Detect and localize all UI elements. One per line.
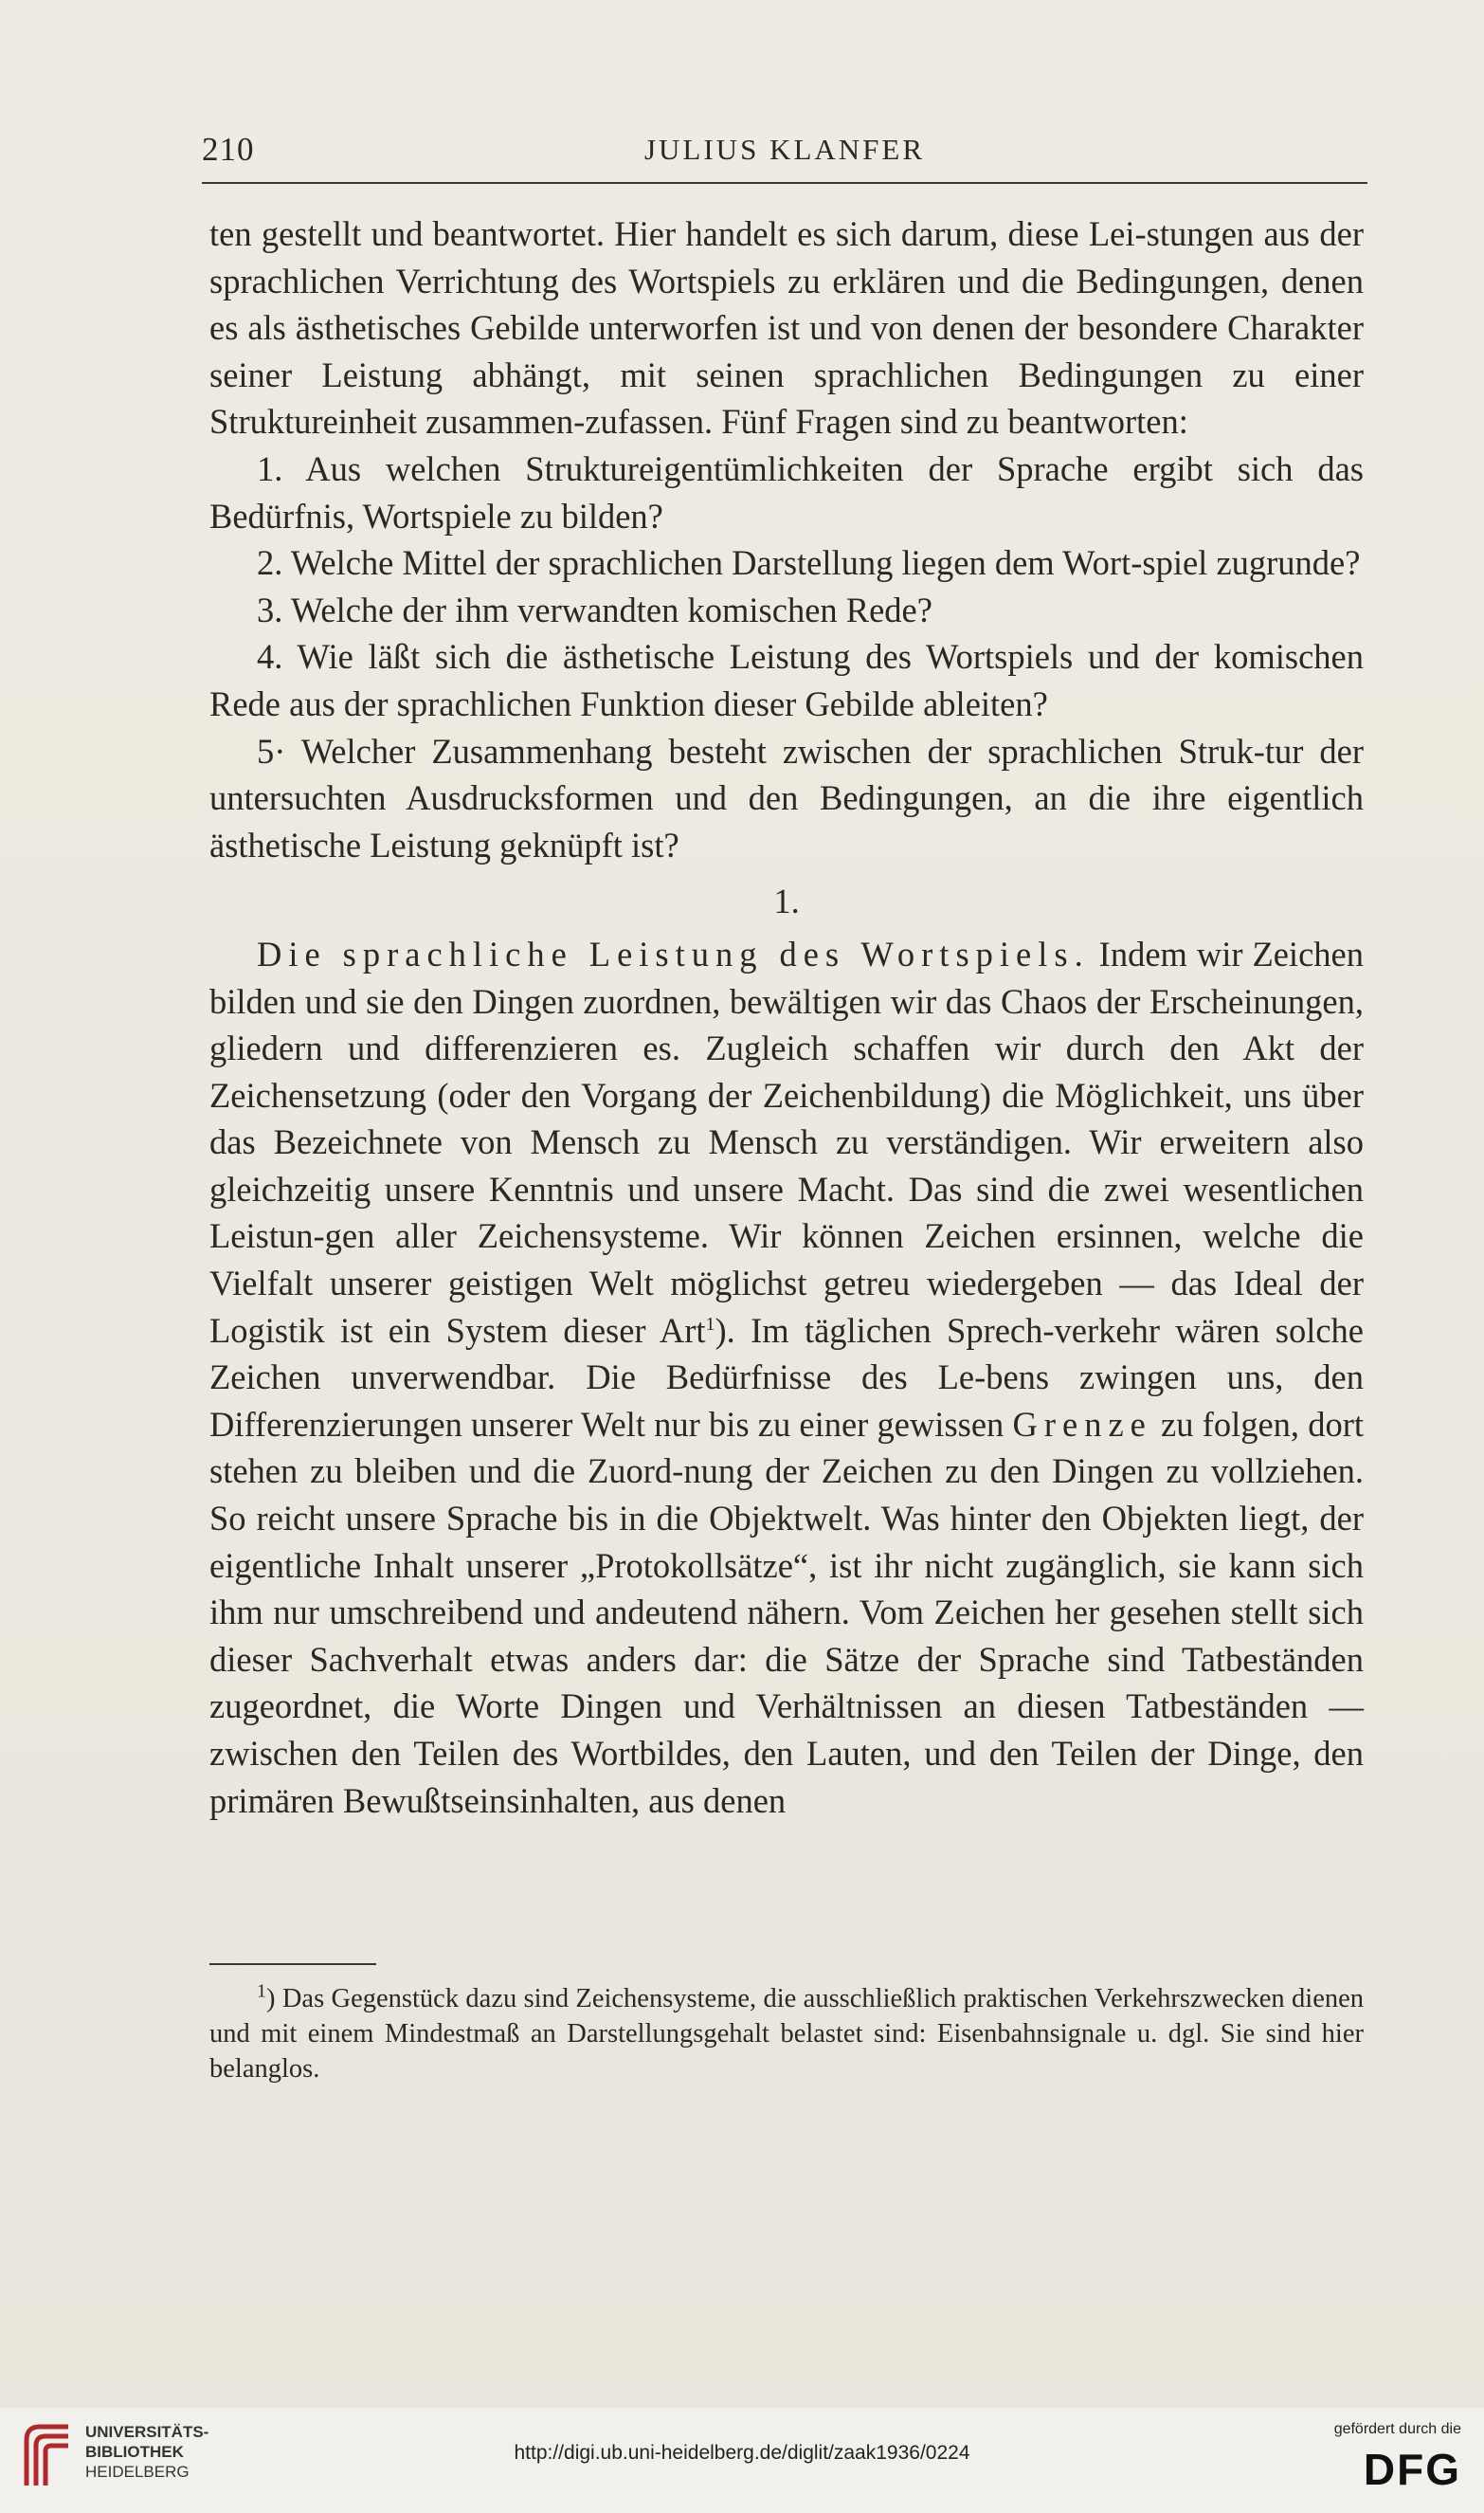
paragraph-intro: ten gestellt und beantwortet. Hier handelt es sich darum, diese Lei-stungen aus der sprachlichen Verrichtung des Wortspiels zu erklären und die Bedingungen, denen es als ästhetisches Gebilde unterworfen ist und von denen der besondere Charakter seiner Leistung abhängt, mit seinen sprachlichen Bedingungen zu einer Struktureinheit zusammen-zufassen. Fünf Fragen sind zu beantworten: [209,214,1364,442]
page-number: 210 [202,131,255,168]
paragraph-text-c: zu folgen, dort stehen zu bleiben und die Zuord-nung der Zeichen zu den Dingen zu vollziehen. So reicht unsere Sprache bis in die Objektwelt. Was hinter den Objekten liegt, der eigentliche Inhalt unserer „Protokollsätze“, ist ihr nicht zugänglich, sie kann sich ihm nur umschreibend und andeutend nähern. Vom Zeichen her gesehen stellt sich dieser Sachverhalt etwas anders dar: die Sätze der Sprache sind Tatbeständen zugeordnet, die Worte Dingen und Verhältnissen an diesen Tatbeständen — zwischen den Teilen des Wortbildes, den Lauten, und den Teilen der Dinge, den primären Bewußtseinsinhalten, aus denen [209,1404,1365,1820]
dfg-logo: DFG [1363,2445,1461,2494]
question-5: 5· Welcher Zusammenhang besteht zwischen der sprachlichen Struk-tur der untersuchten Ausdrucksformen und den Bedingungen, an die ihre eigentlich ästhetische Leistung geknüpft ist? [209,731,1364,865]
paragraph-text-a: Indem wir Zeichen bilden und sie den Dingen zuordnen, bewältigen wir das Chaos der Erscheinungen, gliedern und differenzieren es. Zugleich schaffen wir durch den Akt der Zeichensetzung (oder den Vorgang der Zeichenbildung) die Möglichkeit, uns über das Bezeichnete von Mensch zu Mensch zu verständigen. Wir erweitern also gleichzeitig unsere Kenntnis und unsere Macht. Das sind die zwei wesentlichen Leistun-gen aller Zeichensysteme. Wir können Zeichen ersinnen, welche die Vielfalt unserer geistigen Welt möglichst getreu wiedergeben — das Ideal der Logistik ist ein System dieser Art [209,934,1364,1350]
running-head: JULIUS KLANFER [643,133,926,166]
header-rule [202,182,1367,184]
emphasis-grenze: Grenze [1012,1404,1152,1444]
question-2: 2. Welche Mittel der sprachlichen Darstellung liegen dem Wort-spiel zugrunde? [257,543,1361,583]
section-title: Die sprachliche Leistung des Wortspiels. [257,934,1090,974]
footnote-rule [209,1963,376,1965]
question-1: 1. Aus welchen Struktureigentümlichkeiten der Sprache ergibt sich das Bedürfnis, Wortspiele zu bilden? [209,448,1364,536]
library-name-line1: UNIVERSITÄTS- [85,2423,209,2441]
body-text [209,210,1364,1824]
footnote [209,1981,1364,2086]
footnote-marker: 1 [257,1980,266,2002]
question-3: 3. Welche der ihm verwandten komischen Rede? [257,590,932,629]
question-4: 4. Wie läßt sich die ästhetische Leistung des Wortspiels und der komischen Rede aus der sprachlichen Funktion dieser Gebilde ableiten? [209,637,1364,723]
paragraph-section-1 [209,931,1364,1824]
dfg-caption: gefördert durch die [1333,2421,1461,2437]
library-name-line2: BIBLIOTHEK [85,2443,184,2461]
footnote-ref[interactable]: 1 [705,1313,715,1335]
section-number: 1. [773,882,800,921]
page-header [202,131,1367,178]
paragraph-text-b: ). Im täglichen Sprech-verkehr wären solche Zeichen unverwendbar. Die Bedürfnisse des Le-bens zwingen uns, den Differenzierungen unserer Welt nur bis zu einer gewissen [209,1310,1365,1444]
source-url-link[interactable]: http://digi.ub.uni-heidelberg.de/diglit/zaak1936/0224 [514,2442,970,2464]
digitization-footer [0,2408,1484,2513]
library-name-line3: HEIDELBERG [85,2463,190,2481]
footnote-text: ) Das Gegenstück dazu sind Zeichensysteme, die ausschließlich praktischen Verkehrszwecken dienen und mit einem Mindestmaß an Darstellungsgehalt belastet sind: Eisenbahnsignale u. dgl. Sie sind hier belanglos. [209,1984,1364,2084]
